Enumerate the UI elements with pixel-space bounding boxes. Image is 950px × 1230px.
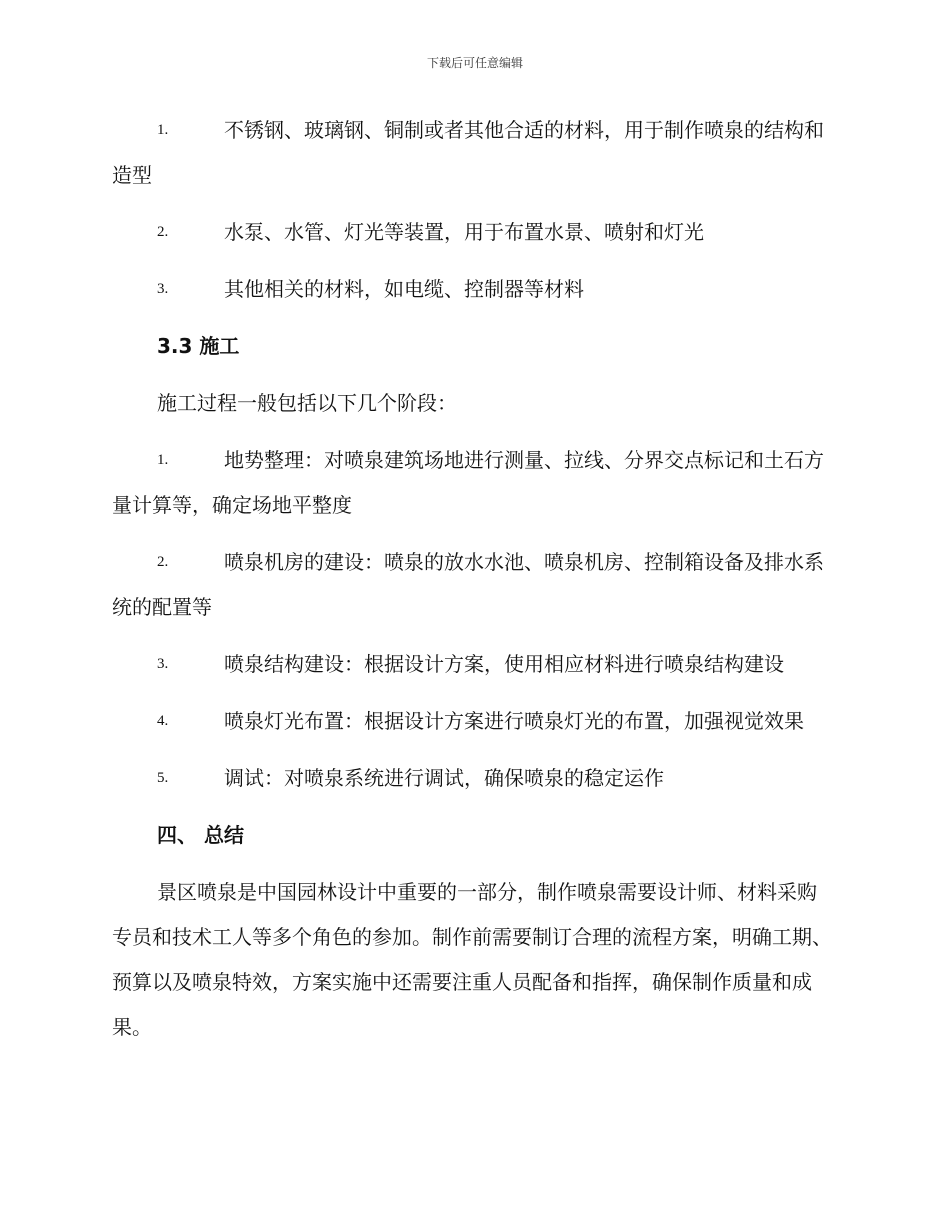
list-number: 3. (157, 281, 169, 297)
list-item (112, 540, 834, 630)
list-item (112, 210, 834, 255)
list-text: 地势整理：对喷泉建筑场地进行测量、拉线、分界交点标记和土石方量计算等，确定场地平整度 (112, 448, 824, 517)
section-heading-3-3: 3.3 施工 (157, 334, 240, 358)
list-item (112, 438, 834, 528)
list-item (112, 108, 834, 198)
list-text: 水泵、水管、灯光等装置，用于布置水景、喷射和灯光 (224, 220, 704, 244)
list-number: 1. (157, 122, 169, 138)
list-text: 喷泉结构建设：根据设计方案，使用相应材料进行喷泉结构建设 (224, 652, 784, 676)
list-text: 不锈钢、玻璃钢、铜制或者其他合适的材料，用于制作喷泉的结构和造型 (112, 118, 824, 187)
list-item (112, 267, 834, 312)
section-intro: 施工过程一般包括以下几个阶段： (157, 391, 457, 415)
list-text: 调试：对喷泉系统进行调试，确保喷泉的稳定运作 (224, 766, 664, 790)
summary-paragraph: 景区喷泉是中国园林设计中重要的一部分，制作喷泉需要设计师、材料采购专员和技术工人等多个角色的参加。制作前需要制订合理的流程方案，明确工期、预算以及喷泉特效，方案实施中还需要注重人员配备和指挥，确保制作质量和成果。 (112, 880, 832, 1039)
list-item (112, 699, 834, 744)
list-text: 喷泉灯光布置：根据设计方案进行喷泉灯光的布置，加强视觉效果 (224, 709, 804, 733)
list-number: 5. (157, 770, 169, 786)
list-text: 喷泉机房的建设：喷泉的放水水池、喷泉机房、控制箱设备及排水系统的配置等 (112, 550, 824, 619)
list-number: 2. (157, 554, 169, 570)
list-number: 2. (157, 224, 169, 240)
list-item (112, 642, 834, 687)
section-heading-4: 四、 总结 (157, 823, 244, 847)
list-number: 3. (157, 656, 169, 672)
list-number: 4. (157, 713, 169, 729)
document-body (112, 108, 834, 1062)
list-item (112, 756, 834, 801)
page-header: 下载后可任意编辑 (426, 56, 523, 70)
list-number: 1. (157, 452, 169, 468)
list-text: 其他相关的材料，如电缆、控制器等材料 (224, 277, 584, 301)
